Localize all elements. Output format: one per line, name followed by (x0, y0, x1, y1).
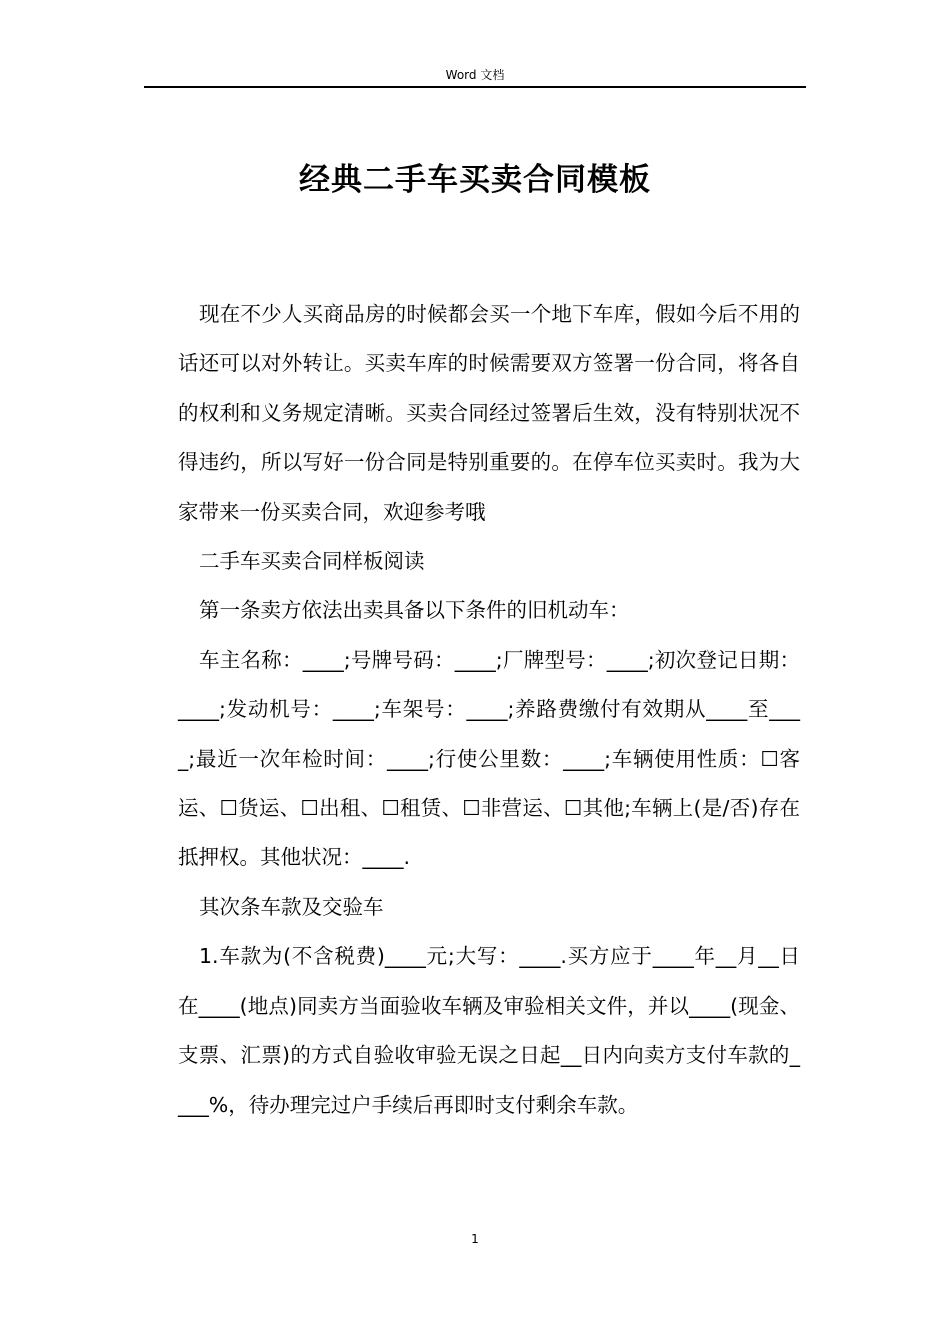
intro-paragraph: 现在不少人买商品房的时候都会买一个地下车库，假如今后不用的话还可以对外转让。买卖车库的时候需要双方签署一份合同，将各自的权利和义务规定清晰。买卖合同经过签署后生效，没有特别状况不得违约，所以写好一份合同是特别重要的。在停车位买卖时。我为大家带来一份买卖合同，欢迎参考哦 (178, 302, 800, 524)
document-title: 经典二手车买卖合同模板 (299, 162, 651, 198)
page-number: 1 (471, 1232, 479, 1246)
header-divider (144, 86, 806, 88)
document-body (178, 290, 800, 1130)
article-one-heading: 第一条卖方依法出卖具备以下条件的旧机动车： (199, 598, 630, 623)
vehicle-details-paragraph: 车主名称：____;号牌号码：____;厂牌型号：____;初次登记日期：____;发动机号：____;车架号：____;养路费缴付有效期从____至____;最近一次年检时间：____;行使公里数：____;车辆使用性质：☐客运、☐货运、☐出租、☐租赁、☐非营运、☐其他;车辆上(是/否)存在抵押权。其他状况：____. (178, 647, 800, 870)
article-two-heading: 其次条车款及交验车 (199, 894, 384, 919)
payment-terms-paragraph: 1.车款为(不含税费)____元;大写：____.买方应于____年__月__日在____(地点)同卖方当面验收车辆及审验相关文件，并以____(现金、支票、汇票)的方式自验收审验无误之日起__日内向卖方支付车款的____%，待办理完过户手续后再即时支付剩余车款。 (178, 944, 800, 1117)
page-header: Word 文档 (445, 68, 505, 82)
section-heading: 二手车买卖合同样板阅读 (199, 549, 425, 574)
